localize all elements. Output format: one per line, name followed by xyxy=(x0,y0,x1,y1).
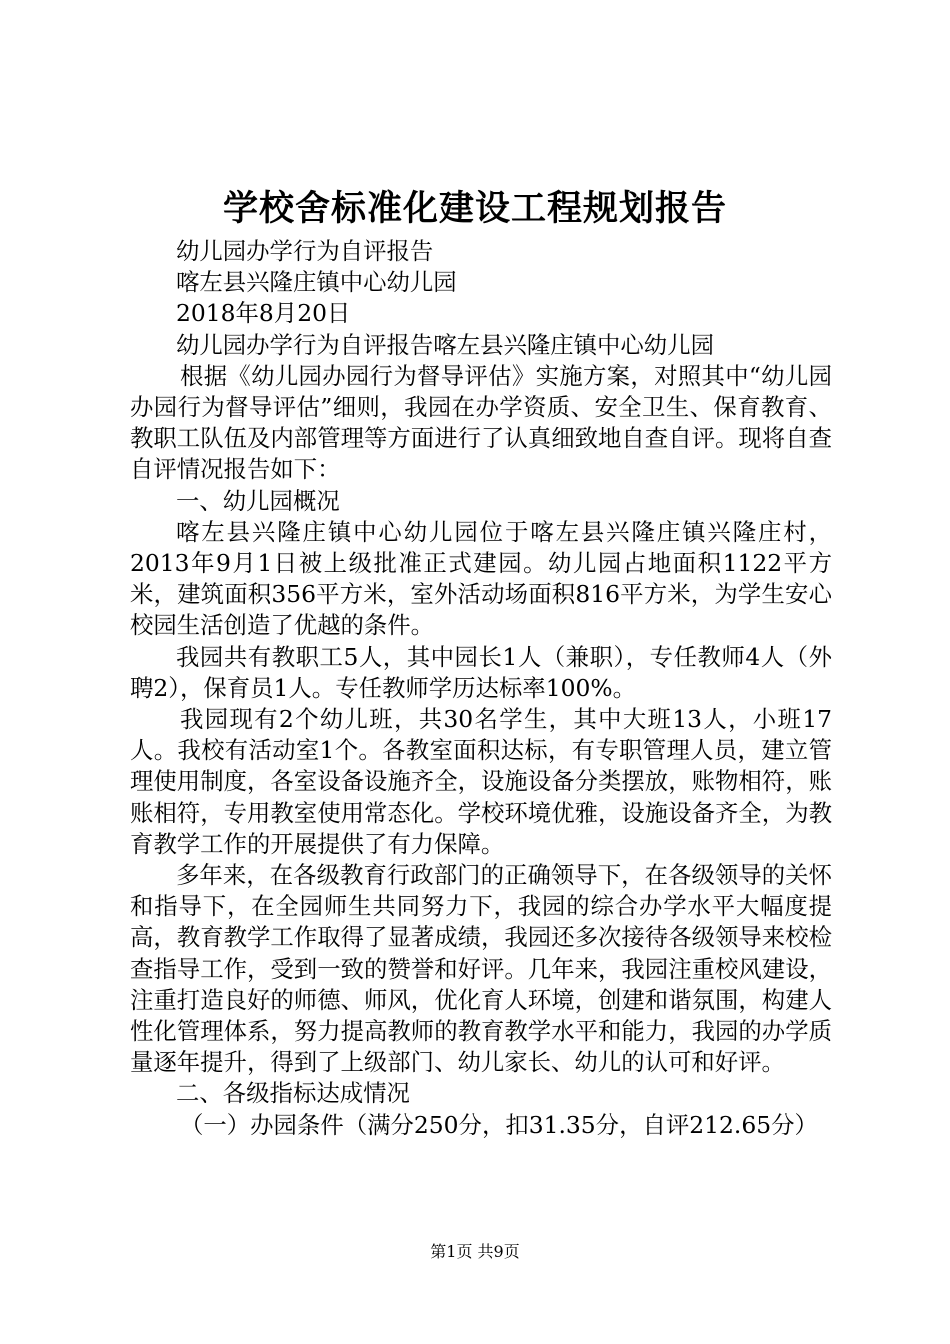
document-body xyxy=(130,236,832,1141)
subsection-heading-conditions: （一）办园条件（满分250分，扣31.35分，自评212.65分） xyxy=(180,1110,818,1139)
paragraph-date: 2018年8月20日 xyxy=(176,299,351,328)
section-heading-overview: 一、幼儿园概况 xyxy=(176,486,340,515)
paragraph-school-name: 喀左县兴隆庄镇中心幼儿园 xyxy=(176,268,457,297)
paragraph-intro: 根据《幼儿园办园行为督导评估》实施方案，对照其中“幼儿园办园行为督导评估”细则，我园在办学资质、安全卫生、保育教育、教职工队伍及内部管理等方面进行了认真细致地自查自评。现将自查自评情况报告如下： xyxy=(130,361,832,484)
paragraph-classes: 我园现有2个幼儿班，共30名学生，其中大班13人，小班17人。我校有活动室1个。各教室面积达标，有专职管理人员，建立管理使用制度，各室设备设施齐全，设施设备分类摆放，账物相符，账账相符，专用教室使用常态化。学校环境优雅，设施设备齐全，为教育教学工作的开展提供了有力保障。 xyxy=(130,705,832,858)
paragraph-staff: 我园共有教职工5人，其中园长1人（兼职），专任教师4人（外聘2），保育员1人。专任教师学历达标率100%。 xyxy=(130,642,832,702)
paragraph-location: 喀左县兴隆庄镇中心幼儿园位于喀左县兴隆庄镇兴隆庄村，2013年9月1日被上级批准正式建园。幼儿园占地面积1122平方米，建筑面积356平方米，室外活动场面积816平方米，为学生安心校园生活创造了优越的条件。 xyxy=(130,517,832,640)
page-number-footer: 第1页 共9页 xyxy=(430,1242,520,1261)
paragraph-heading-line: 幼儿园办学行为自评报告喀左县兴隆庄镇中心幼儿园 xyxy=(176,330,714,359)
document-title: 学校舍标准化建设工程规划报告 xyxy=(222,188,727,229)
paragraph-report-name: 幼儿园办学行为自评报告 xyxy=(176,237,434,265)
section-heading-indicators: 二、各级指标达成情况 xyxy=(176,1079,410,1108)
paragraph-achievements: 多年来，在各级教育行政部门的正确领导下，在各级领导的关怀和指导下，在全园师生共同努力下，我园的综合办学水平大幅度提高，教育教学工作取得了显著成绩，我园还多次接待各级领导来校检查指导工作，受到一致的赞誉和好评。几年来，我园注重校风建设，注重打造良好的师德、师风，优化育人环境，创建和谐氛围，构建人性化管理体系，努力提高教师的教育教学水平和能力，我园的办学质量逐年提升，得到了上级部门、幼儿家长、幼儿的认可和好评。 xyxy=(130,861,832,1077)
